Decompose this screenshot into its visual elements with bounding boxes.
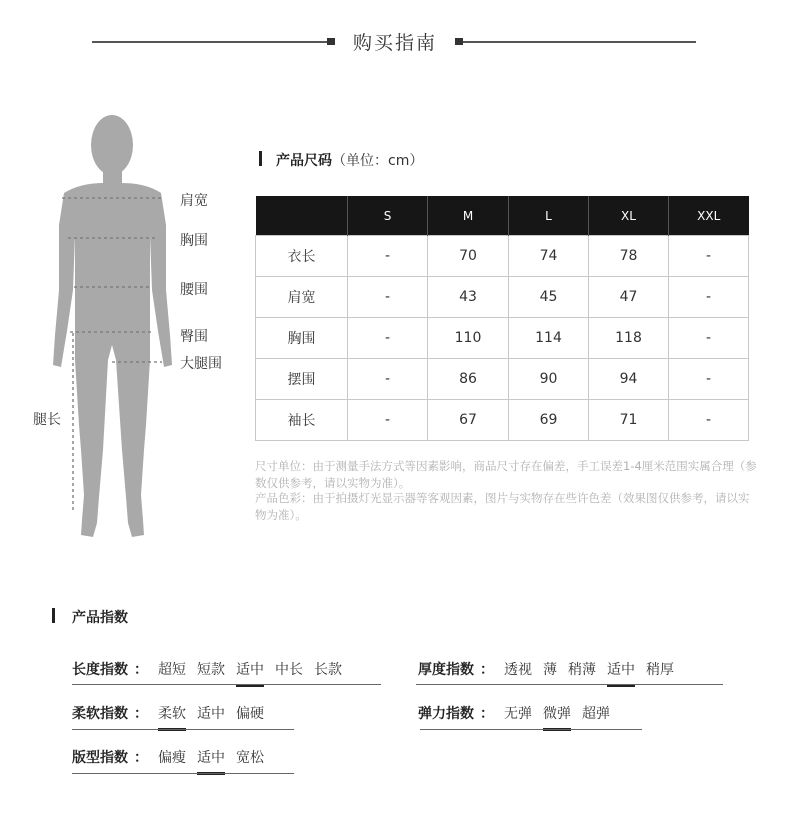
- length-index: [72, 659, 353, 685]
- index-option: 超短: [158, 662, 186, 678]
- table-cell: 86: [428, 359, 509, 400]
- waist-label: 腰围: [180, 282, 208, 298]
- shoulder-label: 肩宽: [180, 193, 208, 209]
- header-marker-right: [455, 38, 463, 45]
- table-cell: 70: [428, 236, 509, 277]
- table-cell: -: [669, 318, 749, 359]
- table-cell: 114: [509, 318, 589, 359]
- page-title: 购买指南: [352, 32, 437, 54]
- table-row: [256, 277, 749, 318]
- index-label: 厚度指数: [418, 662, 474, 678]
- table-row: [256, 400, 749, 441]
- table-cell: -: [348, 277, 428, 318]
- color-note: 产品色彩：由于拍摄灯光显示器等客观因素，图片与实物存在些许色差（效果图仅供参考，请以实物为准）。: [255, 491, 750, 522]
- table-cell: -: [348, 236, 428, 277]
- index-section-title: 产品指数: [72, 610, 128, 626]
- table-cell: 110: [428, 318, 509, 359]
- table-cell: 45: [509, 277, 589, 318]
- index-colon: ：: [134, 706, 148, 722]
- index-option: 短款: [197, 662, 225, 678]
- header-cell: L: [509, 196, 589, 236]
- index-option: 无弹: [504, 706, 532, 722]
- index-option-selected: 适中: [197, 747, 225, 773]
- index-option: 中长: [275, 662, 303, 678]
- table-cell: -: [348, 400, 428, 441]
- index-colon: ：: [480, 662, 494, 678]
- fit-index-rule: [72, 773, 294, 774]
- table-row: [256, 359, 749, 400]
- table-row: [256, 236, 749, 277]
- header-cell: XXL: [669, 196, 749, 236]
- softness-index-rule: [72, 729, 294, 730]
- header-cell: S: [348, 196, 428, 236]
- table-cell: 118: [589, 318, 669, 359]
- table-cell: 47: [589, 277, 669, 318]
- index-colon: ：: [480, 706, 494, 722]
- index-option: 适中: [197, 706, 225, 722]
- index-option: 宽松: [236, 750, 264, 766]
- header-rule-right: [463, 41, 696, 43]
- table-cell: 71: [589, 400, 669, 441]
- index-option: 偏硬: [236, 706, 264, 722]
- index-option: 超弹: [582, 706, 610, 722]
- leg-label: 腿长: [33, 412, 61, 428]
- row-name: 胸围: [256, 318, 348, 359]
- index-colon: ：: [134, 662, 148, 678]
- chest-label: 胸围: [180, 233, 208, 249]
- size-section-marker: [259, 151, 262, 166]
- header-rule-left: [92, 41, 327, 43]
- row-name: 肩宽: [256, 277, 348, 318]
- index-section-marker: [52, 608, 55, 623]
- table-row: [256, 318, 749, 359]
- size-unit: （单位：cm）: [332, 153, 424, 169]
- length-index-rule: [72, 684, 381, 685]
- row-name: 摆围: [256, 359, 348, 400]
- table-cell: 90: [509, 359, 589, 400]
- size-section-title: [276, 150, 423, 170]
- size-section-label: 产品尺码: [276, 153, 332, 169]
- index-option: 偏瘦: [158, 750, 186, 766]
- size-table: [255, 196, 749, 441]
- table-cell: -: [669, 236, 749, 277]
- header-cell: M: [428, 196, 509, 236]
- index-option: 稍薄: [568, 662, 596, 678]
- table-cell: -: [669, 277, 749, 318]
- table-cell: -: [669, 359, 749, 400]
- index-label: 柔软指数: [72, 706, 128, 722]
- table-cell: 69: [509, 400, 589, 441]
- thickness-index-rule: [416, 684, 723, 685]
- index-colon: ：: [134, 750, 148, 766]
- index-option-selected: 适中: [236, 659, 264, 685]
- index-label: 版型指数: [72, 750, 128, 766]
- thigh-label: 大腿围: [180, 356, 222, 372]
- index-label: 长度指数: [72, 662, 128, 678]
- table-cell: 74: [509, 236, 589, 277]
- hip-label: 臀围: [180, 329, 208, 345]
- index-option: 薄: [543, 662, 557, 678]
- index-option-selected: 微弹: [543, 703, 571, 729]
- header-cell: [256, 196, 348, 236]
- header-marker-left: [327, 38, 335, 45]
- index-option-selected: 适中: [607, 659, 635, 685]
- size-table-header: [256, 196, 749, 236]
- table-cell: 94: [589, 359, 669, 400]
- fit-index: [72, 747, 275, 773]
- header-cell: XL: [589, 196, 669, 236]
- table-cell: -: [669, 400, 749, 441]
- table-cell: 43: [428, 277, 509, 318]
- table-cell: 67: [428, 400, 509, 441]
- elasticity-index: [418, 703, 621, 729]
- table-cell: 78: [589, 236, 669, 277]
- table-cell: -: [348, 359, 428, 400]
- index-option: 透视: [504, 662, 532, 678]
- row-name: 衣长: [256, 236, 348, 277]
- table-cell: -: [348, 318, 428, 359]
- index-option: 长款: [314, 662, 342, 678]
- row-name: 袖长: [256, 400, 348, 441]
- index-label: 弹力指数: [418, 706, 474, 722]
- body-silhouette: [40, 105, 185, 550]
- thickness-index: [418, 659, 685, 685]
- index-option: 稍厚: [646, 662, 674, 678]
- index-option-selected: 柔软: [158, 703, 186, 729]
- elasticity-index-rule: [420, 729, 642, 730]
- softness-index: [72, 703, 275, 729]
- size-note: 尺寸单位：由于测量手法方式等因素影响，商品尺寸存在偏差，手工误差1-4厘米范围实属合理（参数仅供参考，请以实物为准）。: [255, 459, 757, 490]
